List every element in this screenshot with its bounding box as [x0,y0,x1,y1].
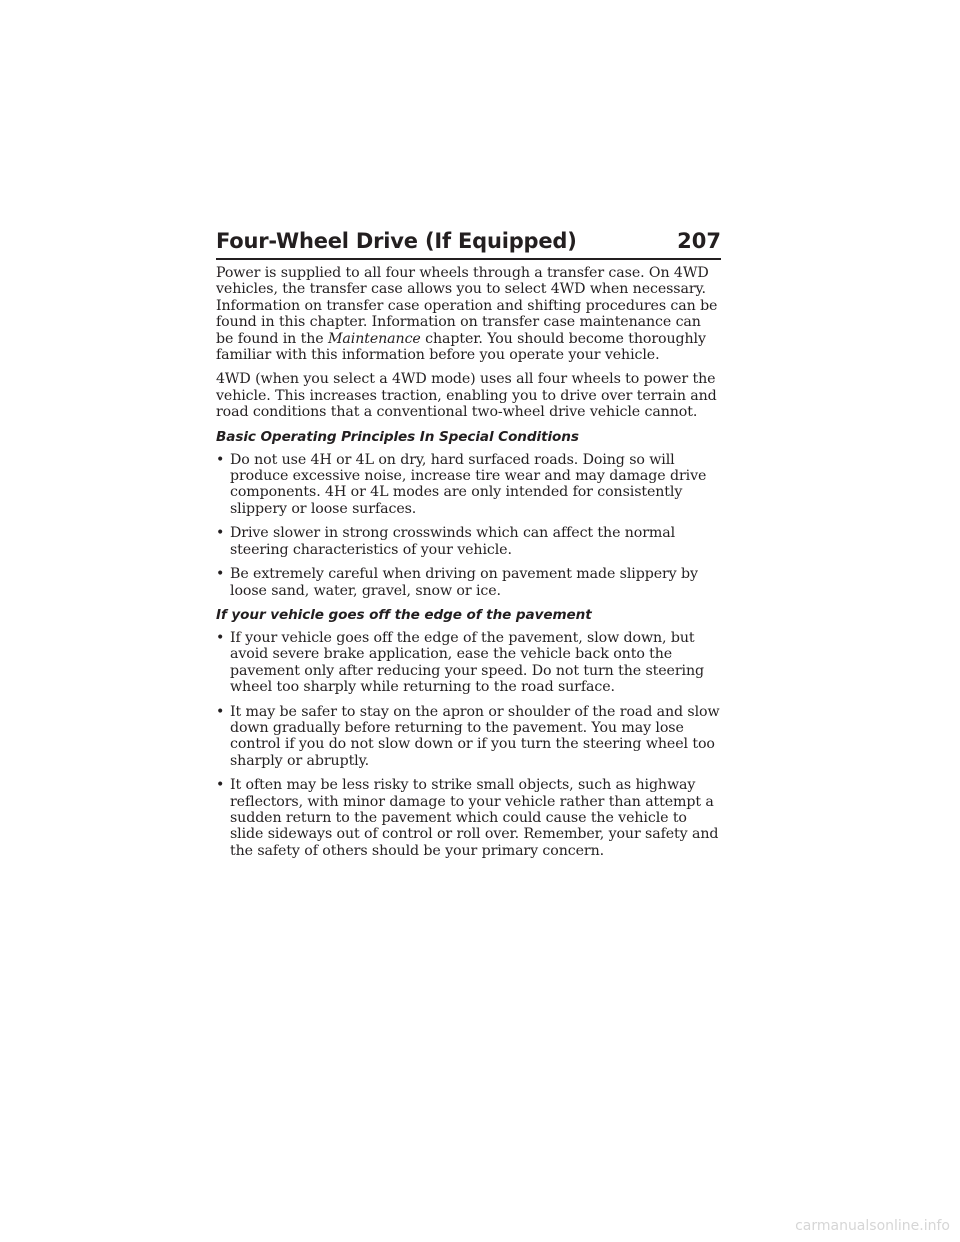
intro-text-before: Power is supplied to all four wheels through a transfer case. On 4WD vehicles, the transfer case allows you to select 4WD when necessary. Information on transfer case operation and shifting procedures can be found in this chapter. Information on transfer case maintenance can be found in the [216,265,718,347]
list-item-text: It may be safer to stay on the apron or shoulder of the road and slow down gradually before returning to the pavement. You may lose control if you do not slow down or if you turn the steering wheel too sharply or abruptly. [230,703,720,769]
maintenance-chapter-ref: Maintenance [327,330,421,347]
bullet-icon: • [216,703,225,720]
intro-paragraph-1 [216,265,721,363]
pavement-edge-list [216,630,721,859]
header-rule [216,258,721,260]
page-header [216,226,721,260]
bullet-icon: • [216,451,225,468]
section-heading-pavement-edge: If your vehicle goes off the edge of the pavement [216,606,592,623]
list-item-text: Do not use 4H or 4L on dry, hard surfaced roads. Doing so will produce excessive noise, increase tire wear and may damage drive components. 4H or 4L modes are only intended for consistently slippery or loose surfaces. [230,451,707,517]
intro-paragraph-2: 4WD (when you select a 4WD mode) uses all four wheels to power the vehicle. This increases traction, enabling you to drive over terrain and road conditions that a conventional two-wheel drive vehicle cannot. [216,371,717,421]
bullet-icon: • [216,566,225,583]
list-item [216,704,721,770]
bullet-icon: • [216,629,225,646]
page-content [216,265,721,867]
list-item [216,630,721,696]
watermark: carmanualsonline.info [795,1218,950,1234]
list-item-text: Be extremely careful when driving on pavement made slippery by loose sand, water, gravel, snow or ice. [230,566,698,599]
special-conditions-list [216,452,721,599]
list-item-text: If your vehicle goes off the edge of the pavement, slow down, but avoid severe brake application, ease the vehicle back onto the pavement only after reducing your speed. Do not turn the steering wheel too sharply while returning to the road surface. [230,629,704,696]
chapter-title: Four-Wheel Drive (If Equipped) [216,229,577,253]
list-item [216,566,721,599]
list-item [216,525,721,558]
list-item [216,452,721,518]
section-heading-special-conditions: Basic Operating Principles In Special Conditions [216,428,579,445]
list-item-text: It often may be less risky to strike small objects, such as highway reflectors, with minor damage to your vehicle rather than attempt a sudden return to the pavement which could cause the vehicle to slide sideways out of control or roll over. Remember, your safety and the safety of others should be your primary concern. [230,777,719,859]
list-item [216,777,721,859]
page-number: 207 [677,229,721,253]
bullet-icon: • [216,525,225,542]
bullet-icon: • [216,777,225,794]
intro-text-after: chapter. You should become thoroughly familiar with this information before you operate your vehicle. [216,330,706,364]
list-item-text: Drive slower in strong crosswinds which can affect the normal steering characteristics of your vehicle. [230,525,676,558]
